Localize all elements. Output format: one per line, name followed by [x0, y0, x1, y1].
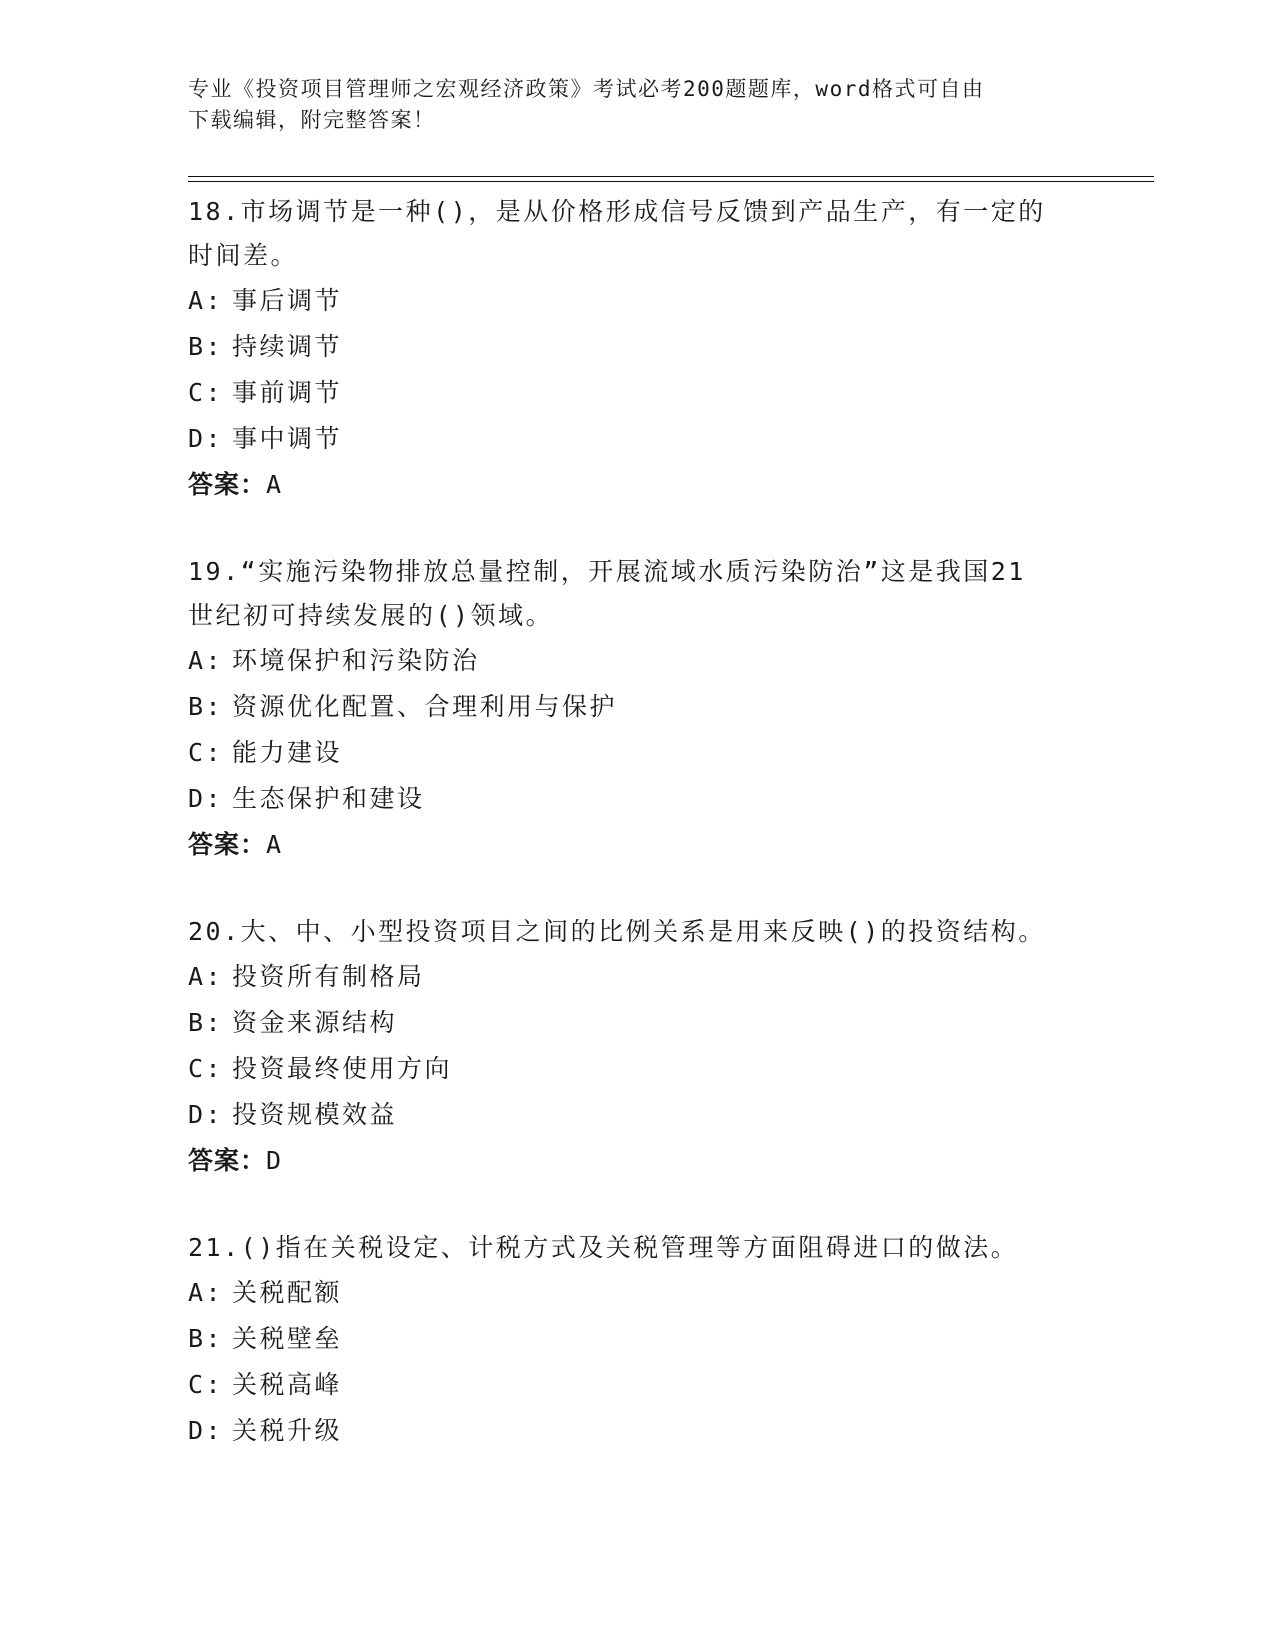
option-text: 能力建设: [232, 738, 343, 767]
option-a: [188, 1270, 1088, 1316]
option-text: 事前调节: [232, 378, 343, 407]
option-d: [188, 1408, 1088, 1454]
option-b: [188, 684, 1088, 730]
answer-line: [188, 1138, 1088, 1184]
header-divider-bottom: [188, 181, 1154, 182]
option-d: [188, 1092, 1088, 1138]
option-text: 关税高峰: [232, 1370, 343, 1399]
question-stem-line-1: 18.市场调节是一种()，是从价格形成信号反馈到产品生产，有一定的: [188, 197, 1046, 226]
option-text: 环境保护和污染防治: [232, 646, 480, 675]
option-c: [188, 1362, 1088, 1408]
option-letter: D:: [188, 784, 224, 813]
answer-line: [188, 462, 1088, 508]
option-text: 投资规模效益: [232, 1100, 398, 1129]
option-letter: B:: [188, 692, 224, 721]
option-text: 资金来源结构: [232, 1008, 398, 1037]
header-divider-top: [188, 176, 1154, 177]
document-header: [188, 74, 1068, 136]
option-letter: A:: [188, 962, 224, 991]
option-a: [188, 954, 1088, 1000]
question-stem-line-1: 19.“实施污染物排放总量控制，开展流域水质污染防治”这是我国21: [188, 557, 1026, 586]
option-letter: A:: [188, 1278, 224, 1307]
option-c: [188, 730, 1088, 776]
option-a: [188, 278, 1088, 324]
option-letter: B:: [188, 332, 224, 361]
question-stem-line-1: 21.()指在关税设定、计税方式及关税管理等方面阻碍进口的做法。: [188, 1233, 1019, 1262]
option-letter: C:: [188, 738, 224, 767]
answer-value: D: [266, 1146, 283, 1175]
option-text: 资源优化配置、合理利用与保护: [232, 692, 618, 721]
option-letter: D:: [188, 1100, 224, 1129]
question-stem: [188, 190, 1088, 278]
option-text: 持续调节: [232, 332, 343, 361]
question-list: [188, 190, 1088, 1454]
answer-label: 答案：: [188, 1146, 267, 1175]
answer-label: 答案：: [188, 470, 267, 499]
answer-value: A: [266, 470, 283, 499]
question-stem-line-2: 世纪初可持续发展的()领域。: [188, 601, 554, 630]
option-letter: C:: [188, 1370, 224, 1399]
option-text: 关税配额: [232, 1278, 343, 1307]
option-text: 事中调节: [232, 424, 343, 453]
option-text: 生态保护和建设: [232, 784, 425, 813]
question-spacer: [188, 1184, 1088, 1226]
header-line-2: 下载编辑，附完整答案！: [188, 108, 436, 132]
question-stem-line-1: 20.大、中、小型投资项目之间的比例关系是用来反映()的投资结构。: [188, 917, 1046, 946]
question-20: [188, 910, 1088, 1184]
answer-value: A: [266, 830, 283, 859]
question-spacer: [188, 868, 1088, 910]
option-text: 投资最终使用方向: [232, 1054, 453, 1083]
option-letter: B:: [188, 1008, 224, 1037]
option-b: [188, 1000, 1088, 1046]
answer-label: 答案：: [188, 830, 267, 859]
question-19: [188, 550, 1088, 868]
question-stem: [188, 1226, 1088, 1270]
option-d: [188, 416, 1088, 462]
option-letter: D:: [188, 424, 224, 453]
answer-line: [188, 822, 1088, 868]
option-d: [188, 776, 1088, 822]
option-text: 投资所有制格局: [232, 962, 425, 991]
option-letter: C:: [188, 378, 224, 407]
option-c: [188, 1046, 1088, 1092]
option-c: [188, 370, 1088, 416]
question-21: [188, 1226, 1088, 1454]
option-a: [188, 638, 1088, 684]
question-18: [188, 190, 1088, 508]
option-b: [188, 1316, 1088, 1362]
question-stem-line-2: 时间差。: [188, 241, 299, 270]
question-stem: [188, 910, 1088, 954]
option-text: 关税升级: [232, 1416, 343, 1445]
header-line-1: 专业《投资项目管理师之宏观经济政策》考试必考200题题库，word格式可自由: [188, 77, 985, 101]
option-letter: A:: [188, 646, 224, 675]
question-spacer: [188, 508, 1088, 550]
option-letter: A:: [188, 286, 224, 315]
option-text: 关税壁垒: [232, 1324, 343, 1353]
option-letter: B:: [188, 1324, 224, 1353]
option-letter: D:: [188, 1416, 224, 1445]
option-letter: C:: [188, 1054, 224, 1083]
option-text: 事后调节: [232, 286, 343, 315]
option-b: [188, 324, 1088, 370]
question-stem: [188, 550, 1088, 638]
